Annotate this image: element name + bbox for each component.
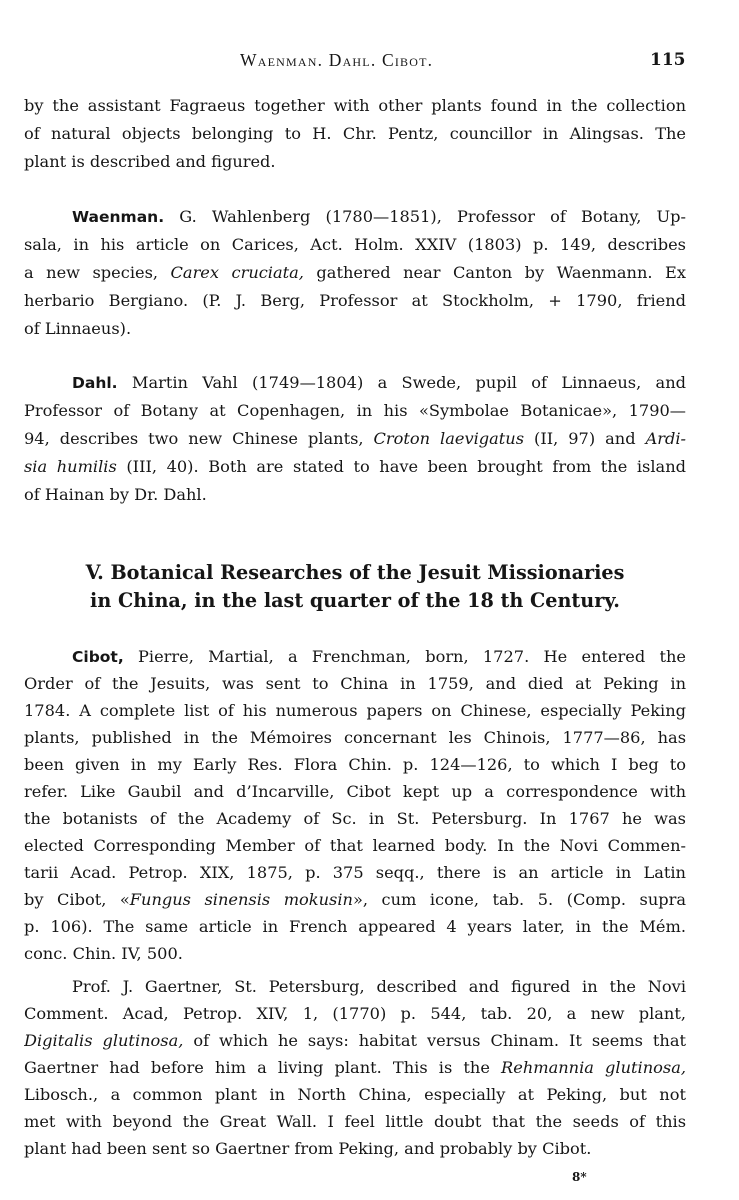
text-line: been given in my Early Res. Flora Chin. p. 124—126, to which I beg to xyxy=(24,755,686,774)
text-line xyxy=(24,1057,686,1079)
text-line xyxy=(24,456,686,478)
text-line: Prof. J. Gaertner, St. Petersburg, described and figured in the Novi xyxy=(72,977,686,996)
species-name: sia humilis xyxy=(24,457,117,476)
text-line: elected Corresponding Member of that learned body. In the Novi Commen- xyxy=(24,836,686,855)
entry-name: Waenman. xyxy=(72,208,165,226)
text-line xyxy=(24,889,686,911)
text-span: gathered near Canton by Waenmann. Ex xyxy=(303,263,686,282)
entry-text: Pierre, Martial, a Frenchman, born, 1727. He entered the xyxy=(138,647,686,666)
article-title: Fungus sinensis mokusin xyxy=(129,890,353,909)
text-line xyxy=(24,1030,686,1052)
text-line: p. 106). The same article in French appeared 4 years later, in the Mém. xyxy=(24,917,686,936)
entry-name: Dahl. xyxy=(72,374,118,392)
text-line xyxy=(24,372,686,394)
signature-mark: 8* xyxy=(572,1170,587,1184)
text-line: plant had been sent so Gaertner from Peking, and probably by Cibot. xyxy=(24,1139,592,1158)
text-line xyxy=(24,428,686,450)
text-line: the botanists of the Academy of Sc. in St. Petersburg. In 1767 he was xyxy=(24,809,686,828)
text-line xyxy=(24,262,686,284)
species-name: Carex cruciata, xyxy=(170,263,304,282)
text-span: 94, describes two new Chinese plants, xyxy=(24,429,374,448)
text-span: by Cibot, « xyxy=(24,890,130,909)
text-line: of Hainan by Dr. Dahl. xyxy=(24,485,207,504)
text-line: tarii Acad. Petrop. XIX, 1875, p. 375 seqq., there is an article in Latin xyxy=(24,863,686,882)
text-span: (III, 40). Both are stated to have been brought from the island xyxy=(116,457,686,476)
text-line: Libosch., a common plant in North China, especially at Peking, but not xyxy=(24,1085,686,1104)
heading-line: in China, in the last quarter of the 18 th Century. xyxy=(90,589,620,612)
text-line: sala, in his article on Carices, Act. Holm. XXIV (1803) p. 149, describes xyxy=(24,235,686,254)
entry-text: G. Wahlenberg (1780—1851), Professor of Botany, Up- xyxy=(179,207,686,226)
entry-text: Martin Vahl (1749—1804) a Swede, pupil of Linnaeus, and xyxy=(131,373,686,392)
text-line: Order of the Jesuits, was sent to China in 1759, and died at Peking in xyxy=(24,674,686,693)
species-name: Ardi- xyxy=(645,429,686,448)
text-span: Gaertner had before him a living plant. This is the xyxy=(24,1058,502,1077)
page-number: 115 xyxy=(650,50,686,70)
text-line: conc. Chin. IV, 500. xyxy=(24,944,183,963)
entry-name: Cibot, xyxy=(72,648,124,666)
text-span: », cum icone, tab. 5. (Comp. supra xyxy=(352,890,686,909)
text-line xyxy=(24,646,686,668)
text-line: by the assistant Fagraeus together with other plants found in the collection xyxy=(24,96,686,115)
text-span: (II, 97) and xyxy=(524,429,646,448)
text-line xyxy=(24,206,686,228)
text-line: of natural objects belonging to H. Chr. Pentz, councillor in Alingsas. The xyxy=(24,124,686,143)
running-head xyxy=(0,50,739,72)
text-line: Professor of Botany at Copenhagen, in his «Symbolae Botanicae», 1790— xyxy=(24,401,686,420)
species-name: Digitalis glutinosa, xyxy=(24,1031,184,1050)
text-line: refer. Like Gaubil and d’Incarville, Cibot kept up a correspondence with xyxy=(24,782,686,801)
text-span: of which he says: habitat versus Chinam. It seems that xyxy=(183,1031,686,1050)
text-line: plant is described and figured. xyxy=(24,152,276,171)
text-line: of Linnaeus). xyxy=(24,319,132,338)
text-line: herbario Bergiano. (P. J. Berg, Professor at Stockholm, + 1790, friend xyxy=(24,291,686,310)
text-line: 1784. A complete list of his numerous papers on Chinese, especially Peking xyxy=(24,701,686,720)
heading-line: V. Botanical Researches of the Jesuit Missionaries xyxy=(85,561,625,584)
text-line: Comment. Acad, Petrop. XIV, 1, (1770) p. 544, tab. 20, a new plant, xyxy=(24,1004,686,1023)
text-line: plants, published in the Mémoires concernant les Chinois, 1777—86, has xyxy=(24,728,686,747)
text-line: met with beyond the Great Wall. I feel little doubt that the seeds of this xyxy=(24,1112,686,1131)
species-name: Rehmannia glutinosa, xyxy=(501,1058,686,1077)
text-span: a new species, xyxy=(24,263,171,282)
species-name: Croton laevigatus xyxy=(373,429,525,448)
running-title: Waenman. Dahl. Cibot. xyxy=(240,50,434,70)
